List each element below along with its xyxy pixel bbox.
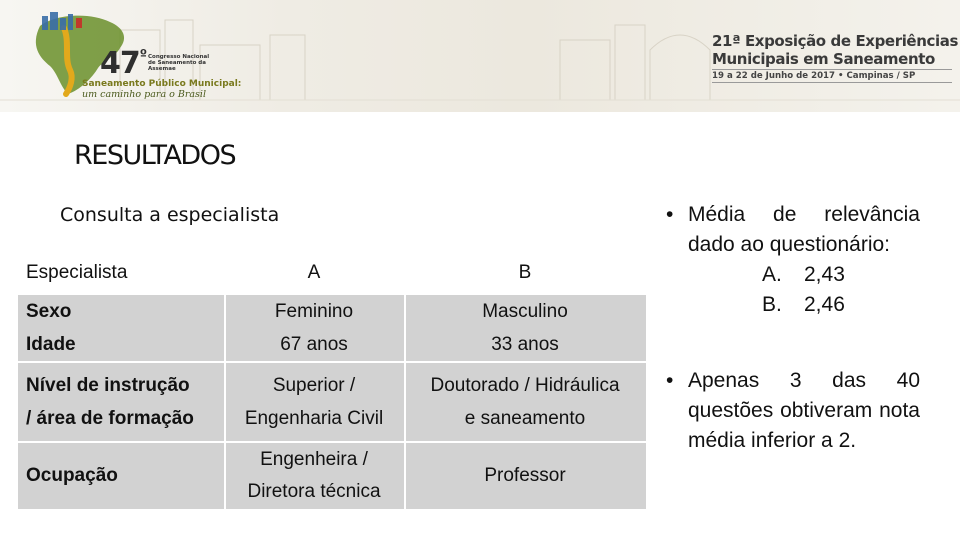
bullet-questoes xyxy=(666,366,920,456)
bullet-text: Apenas 3 das 40 questões obtiveram nota média inferior a 2. xyxy=(688,369,920,452)
column-divider xyxy=(224,443,226,509)
congress-number: $47^º$ xyxy=(100,46,147,81)
sub-item-a: A. 2,43 xyxy=(762,263,845,286)
slide-header xyxy=(0,0,960,112)
cell-a: Superior / Engenharia Civil xyxy=(244,375,384,429)
bullet-list xyxy=(666,200,920,456)
cell-a: Feminino 67 anos xyxy=(274,301,354,355)
column-header-especialista: Especialista xyxy=(18,249,224,295)
table-row-sexo-idade xyxy=(18,295,646,361)
slide-title: RESULTADOS xyxy=(74,140,236,171)
sub-list xyxy=(688,260,920,320)
column-header-b: B xyxy=(404,249,646,295)
event-date-location: 19 a 22 de Junho de 2017 • Campinas / SP xyxy=(712,69,952,83)
row-label: Ocupação xyxy=(26,465,118,486)
row-label: Nível de instrução / área de formação xyxy=(26,375,194,429)
event-title-line-2: Municipais em Saneamento xyxy=(712,50,935,68)
column-divider xyxy=(404,443,406,509)
row-label: Sexo Idade xyxy=(26,301,76,355)
column-header-a: A xyxy=(224,249,404,295)
table-row-ocupacao xyxy=(18,443,646,509)
bullet-text-line-1: Média de relevância xyxy=(688,203,920,226)
cell-a: Engenheira / Diretora técnica xyxy=(247,449,381,502)
event-title-block xyxy=(712,32,958,83)
logo-tagline-2: um caminho para o Brasil xyxy=(82,89,207,100)
cell-b: Doutorado / Hidráulica e saneamento xyxy=(430,375,620,429)
specialist-table xyxy=(18,249,646,509)
sub-item-b: B. 2,46 xyxy=(762,293,845,316)
congress-logo xyxy=(20,8,242,104)
cell-b: Masculino 33 anos xyxy=(482,301,568,355)
table-header-row xyxy=(18,249,646,295)
bullet-dot-icon: • xyxy=(666,203,674,226)
bullet-text-line-2: dado ao questionário: xyxy=(688,233,890,256)
column-divider xyxy=(224,363,226,441)
slide-subtitle: Consulta a especialista xyxy=(60,204,280,226)
bullet-dot-icon: • xyxy=(666,369,674,392)
column-divider xyxy=(224,295,226,361)
table-row-nivel-instrucao xyxy=(18,363,646,441)
cell-b: Professor xyxy=(484,465,566,486)
logo-tagline-1: Saneamento Público Municipal: xyxy=(82,79,242,89)
column-divider xyxy=(404,363,406,441)
event-title-line-1: 21ª Exposição de Experiências xyxy=(712,32,958,50)
column-divider xyxy=(404,295,406,361)
bullet-media-relevancia xyxy=(666,200,920,320)
congress-name: Congresso Nacional de Saneamento da Assemae xyxy=(148,54,210,72)
